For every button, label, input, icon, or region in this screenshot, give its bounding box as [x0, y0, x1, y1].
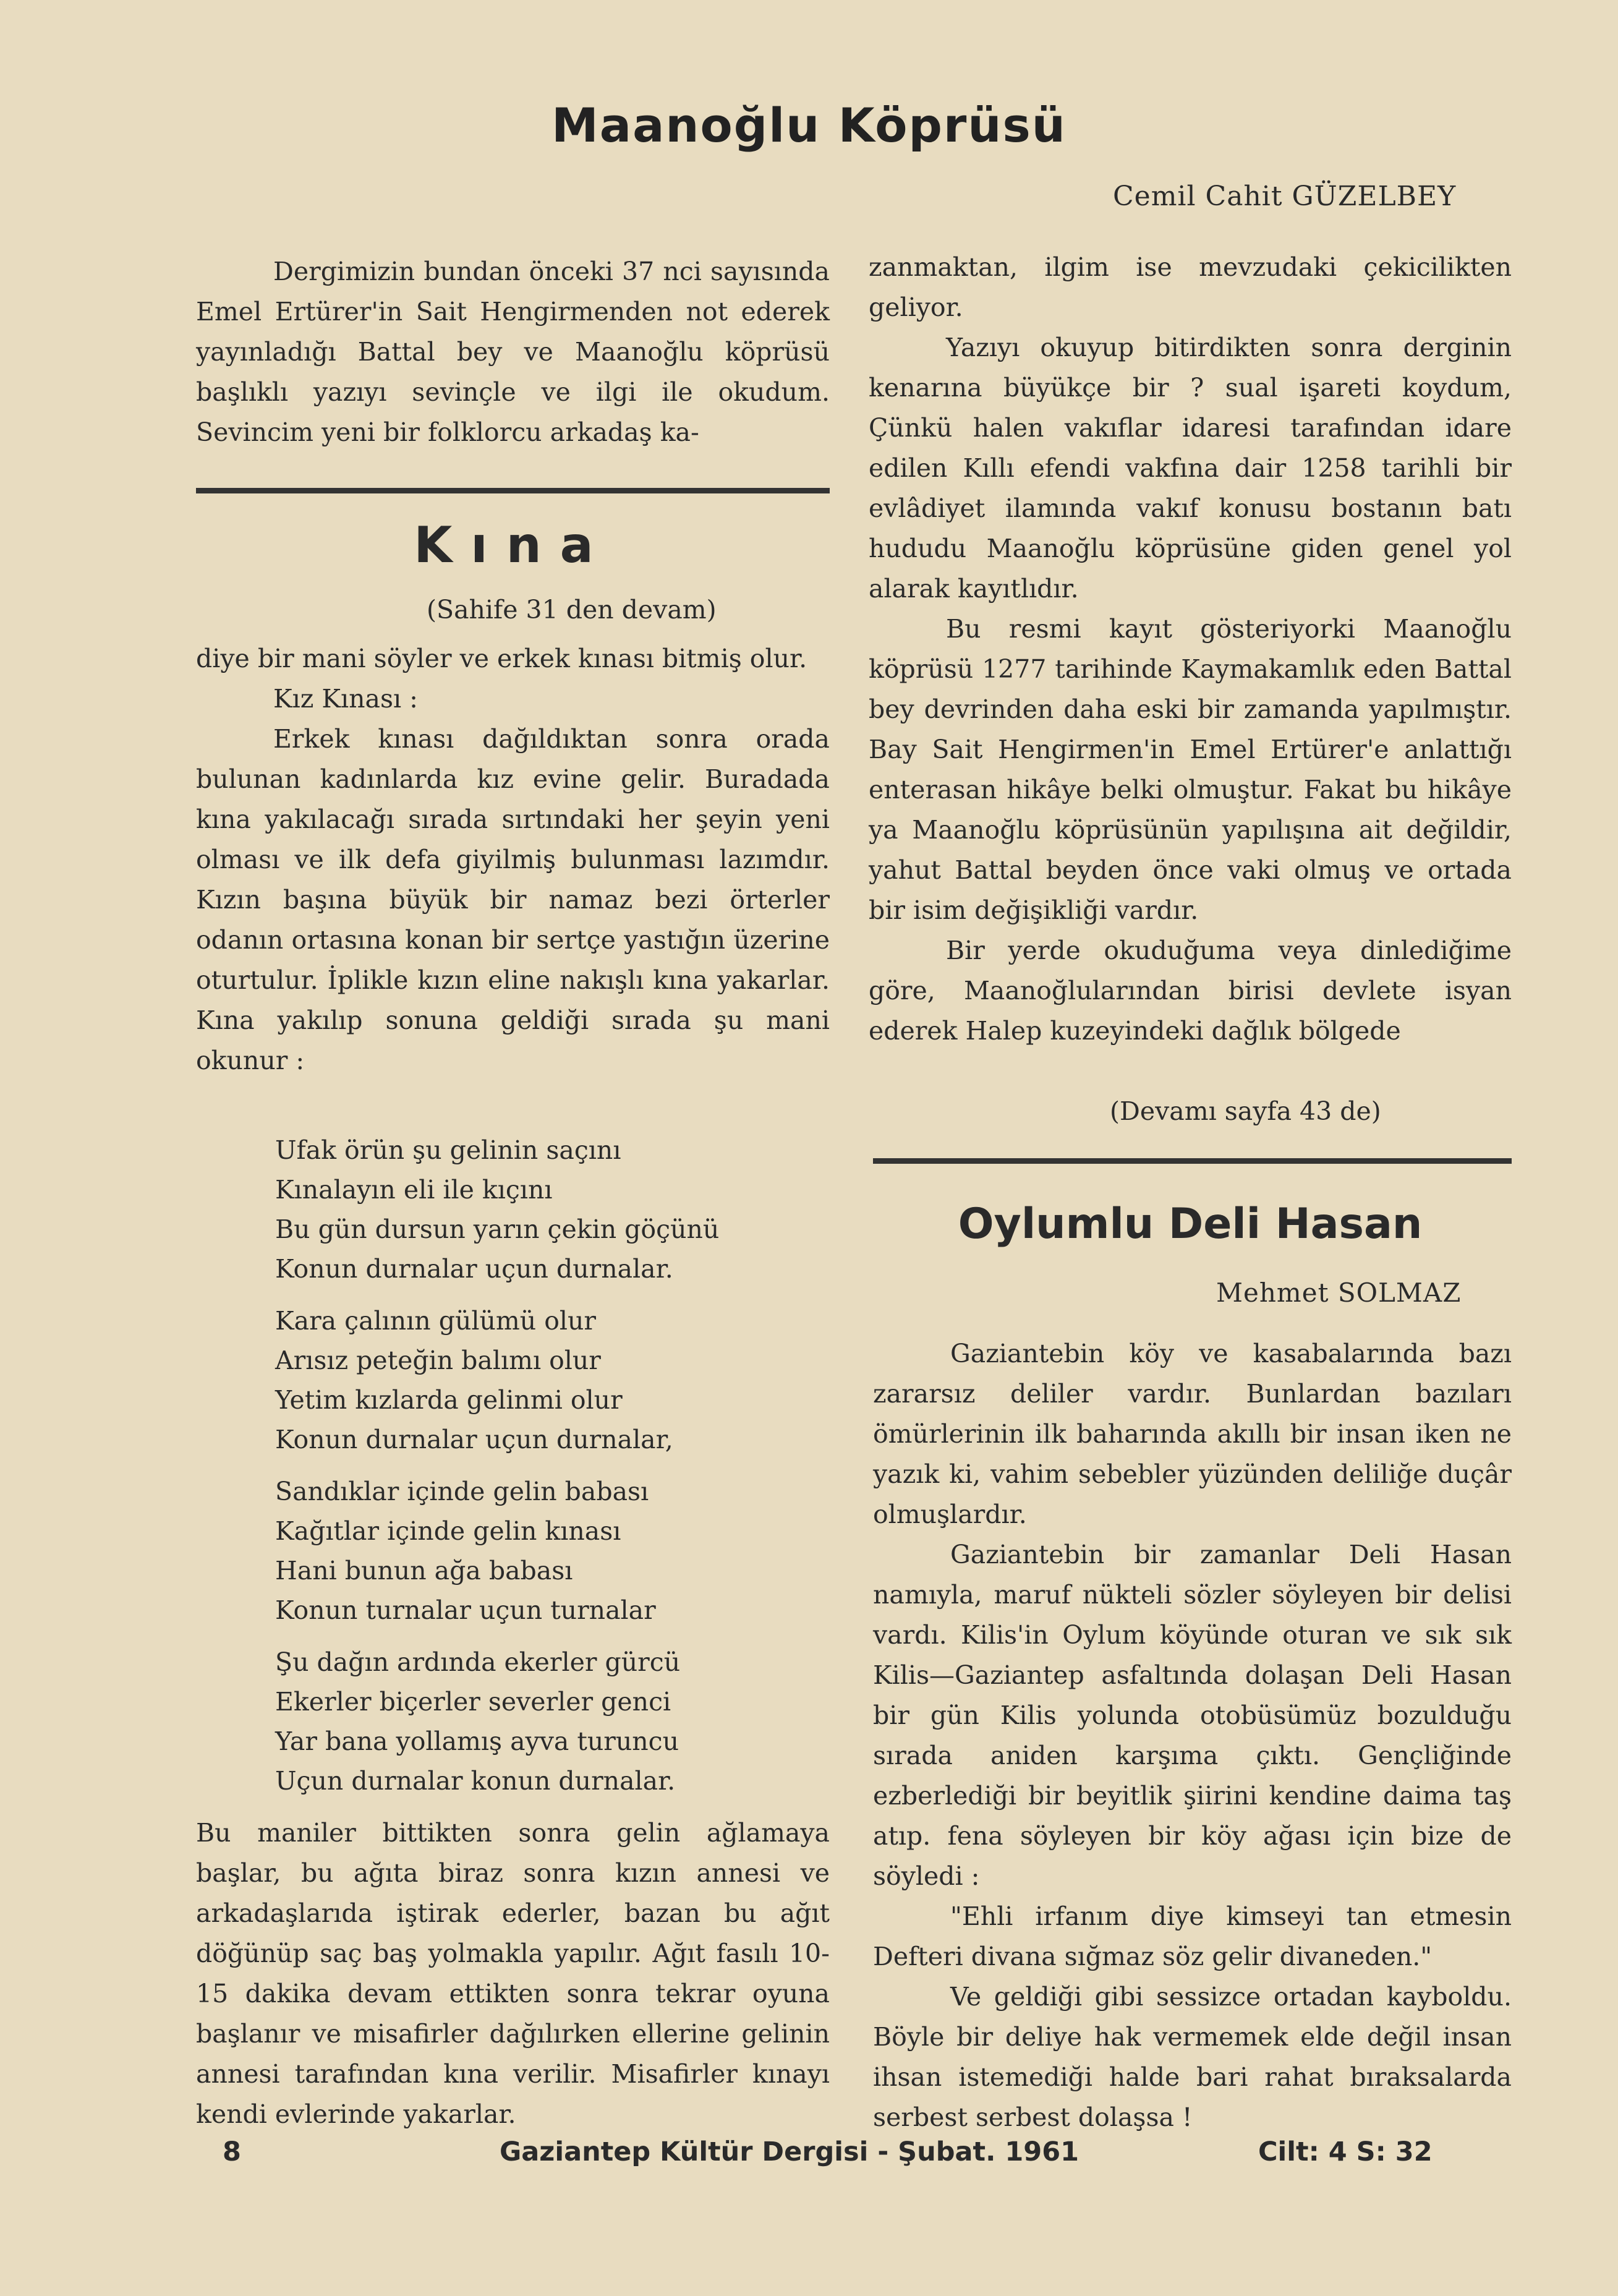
- verse-line: Şu dağın ardında ekerler gürcü: [275, 1647, 681, 1677]
- article-paragraph-4: Bir yerde okuduğuma veya dinlediğime göre, Maanoğlularından birisi devlete isyan ederek Halep kuzeyindeki dağlık bölgede: [869, 936, 1512, 1046]
- verse-stanza: [275, 1301, 719, 1459]
- verse-stanza: [275, 1130, 719, 1289]
- deli-hasan-paragraph-1: Gaziantebin köy ve kasabalarında bazı zararsız deliler vardır. Bunlardan bazıları ömürlerinin ilk baharında akıllı bir insan iken ne yazık ki, vahim sebebler yüzünden deliliğe duçâr olmuşlardır.: [873, 1339, 1512, 1529]
- verse-stanza: [275, 1642, 719, 1801]
- kina-paragraph-3: Bu maniler bittikten sonra gelin ağlamaya başlar, bu ağıta biraz sonra kızın annesi ve arkadaşlarıda iştirak ederler, bazan bu ağıt döğünüp saç baş yolmakla yapılır. Ağıt fasılı 10-15 dakika devam ettikten sonra tekrar oyuna başlanır ve misafirler dağılırken ellerine gelinin annesi tarafından kına verilir. Misafirler kınayı kendi evlerinde yakarlar.: [196, 1818, 830, 2129]
- verse-line: Konun turnalar uçun turnalar: [275, 1595, 656, 1625]
- verse-line: Konun durnalar uçun durnalar.: [275, 1254, 673, 1284]
- deli-hasan-quote: "Ehli irfanım diye kimseyi tan etmesin Defteri divana sığmaz söz gelir divaneden.": [873, 1901, 1512, 1971]
- kina-paragraph-2: Erkek kınası dağıldıktan sonra orada bulunan kadınlarda kız evine gelir. Buradada kına yakılacağı sırada sırtındaki her şeyin yeni olması ve ilk defa giyilmiş bulunması lazımdır. Kızın başına büyük bir namaz bezi örterler odanın ortasına konan bir sertçe yastığın üzerine oturtulur. İplikle kızın eline nakışlı kına yakarlar. Kına yakılıp sonuna geldiği sırada şu mani okunur :: [196, 724, 830, 1075]
- kina-paragraph-1: diye bir mani söyler ve erkek kınası bitmiş olur.: [196, 644, 807, 673]
- page-title: Maanoğlu Köprüsü: [551, 98, 1067, 153]
- mani-verses: [275, 1130, 719, 1813]
- verse-line: Ekerler biçerler severler genci: [275, 1687, 671, 1717]
- deli-hasan-title: Oylumlu Deli Hasan: [958, 1200, 1423, 1248]
- volume-info: Cilt: 4 S: 32: [1258, 2136, 1433, 2167]
- verse-line: Konun durnalar uçun durnalar,: [275, 1425, 673, 1454]
- verse-line: Kara çalının gülümü olur: [275, 1306, 597, 1336]
- article-paragraph-2: Yazıyı okuyup bitirdikten sonra derginin kenarına büyükçe bir ? sual işareti koydum, Çünkü halen vakıflar idaresi tarafından idare edilen Kıllı efendi vakfına dair 1258 tarihli bir evlâdiyet ilamında vakıf konusu bostanın batı hududu Maanoğlu köprüsüne giden genel yol alarak kayıtlıdır.: [869, 333, 1512, 604]
- deli-hasan-author: Mehmet SOLMAZ: [1216, 1278, 1462, 1308]
- verse-line: Arısız peteğin balımı olur: [275, 1346, 601, 1375]
- kina-body: [196, 639, 830, 1081]
- article-paragraph-3: Bu resmi kayıt gösteriyorki Maanoğlu köprüsü 1277 tarihinde Kaymakamlık eden Battal bey devrinden daha eski bir zamanda yapılmıştır. Bay Sait Hengirmen'in Emel Ertürer'e anlattığı enterasan hikâye belki olmuştur. Fakat bu hikâye ya Maanoğlu köprüsünün yapılışına ait değildir, yahut Battal beyden önce vaki olmuş ve ortada bir isim değişikliği vardır.: [869, 614, 1512, 925]
- deli-hasan-paragraph-2: Gaziantebin bir zamanlar Deli Hasan namıyla, maruf nükteli sözler söyleyen bir delisi vardı. Kilis'in Oylum köyünde oturan ve sık sık Kilis—Gaziantep asfaltında dolaşan Deli Hasan bir gün Kilis yolunda otobüsümüz bozulduğu sırada aniden karşıma çıktı. Gençliğinde ezberlediği bir beyitlik şiirini kendine daima taş atıp. fena söyleyen bir köy ağası için bize de söyledi :: [873, 1540, 1512, 1891]
- verse-line: Kağıtlar içinde gelin kınası: [275, 1516, 621, 1546]
- article-author: Cemil Cahit GÜZELBEY: [1113, 181, 1457, 212]
- section-divider: [873, 1158, 1512, 1164]
- verse-line: Yar bana yollamış ayva turuncu: [275, 1726, 679, 1756]
- article-continuation: (Devamı sayfa 43 de): [1110, 1096, 1381, 1126]
- journal-info: Gaziantep Kültür Dergisi - Şubat. 1961: [500, 2136, 1079, 2167]
- article-paragraph-1: zanmaktan, ilgim ise mevzudaki çekicilikten geliyor.: [869, 252, 1512, 322]
- section-divider: [196, 488, 830, 493]
- intro-paragraph: Dergimizin bundan önceki 37 nci sayısında Emel Ertürer'in Sait Hengirmenden not ederek yayınladığı Battal bey ve Maanoğlu köprüsü başlıklı yazıyı sevinçle ve ilgi ile okudum. Sevincim yeni bir folklorcu arkadaş ka-: [196, 257, 830, 447]
- left-intro: [196, 252, 830, 453]
- page-number: 8: [223, 2136, 241, 2167]
- right-article: [869, 247, 1512, 1051]
- kina-ending: [196, 1813, 830, 2135]
- verse-line: Ufak örün şu gelinin saçını: [275, 1135, 621, 1165]
- verse-stanza: [275, 1472, 719, 1630]
- verse-line: Bu gün dursun yarın çekin göçünü: [275, 1214, 720, 1244]
- deli-hasan-body: [873, 1334, 1512, 2138]
- kina-title: Kına: [414, 516, 612, 574]
- verse-line: Yetim kızlarda gelinmi olur: [275, 1385, 623, 1415]
- kina-continuation: (Sahife 31 den devam): [427, 595, 717, 625]
- kina-subheading: Kız Kınası :: [273, 684, 418, 714]
- deli-hasan-paragraph-3: Ve geldiği gibi sessizce ortadan kayboldu. Böyle bir deliye hak vermemek elde değil insan ihsan istemediği halde bari rahat bıraksalarda serbest serbest dolaşsa !: [873, 1982, 1512, 2132]
- verse-line: Hani bunun ağa babası: [275, 1556, 573, 1585]
- verse-line: Sandıklar içinde gelin babası: [275, 1477, 649, 1506]
- verse-line: Uçun durnalar konun durnalar.: [275, 1766, 676, 1796]
- verse-line: Kınalayın eli ile kıçını: [275, 1175, 553, 1205]
